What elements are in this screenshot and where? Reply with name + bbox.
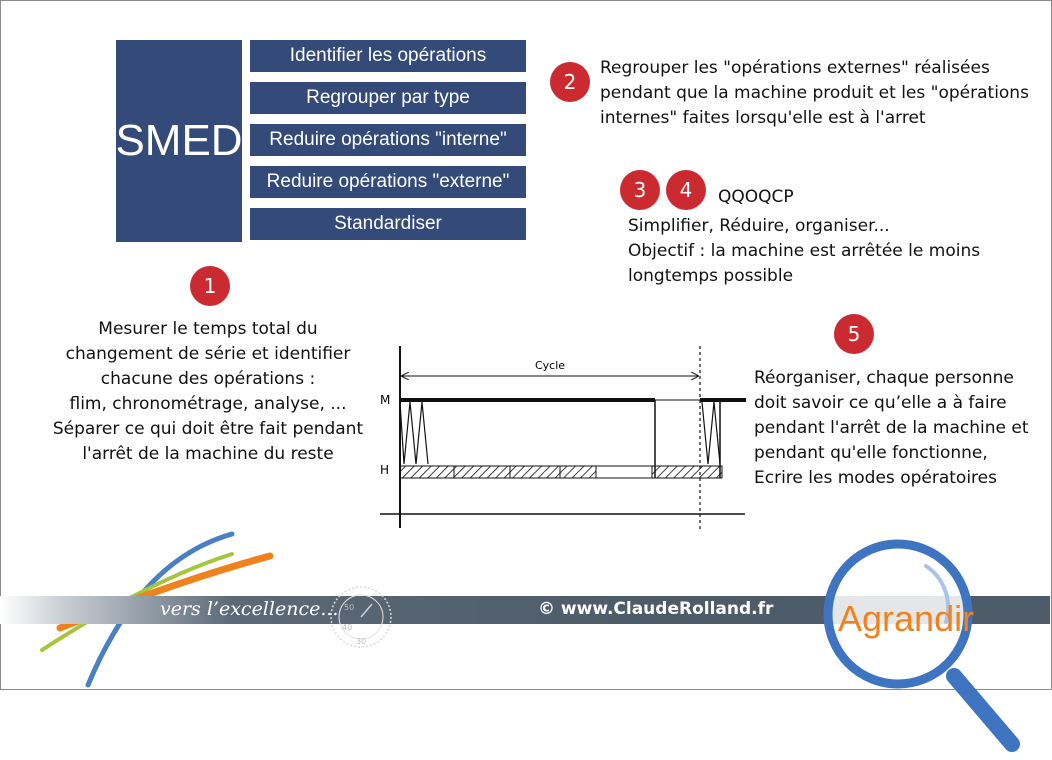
tagline: vers l’excellence... [160, 598, 339, 620]
cycle-diagram [370, 340, 760, 535]
step-34-line: Objectif : la machine est arrêtée le moins [628, 241, 981, 261]
step-1-badge: 1 [190, 266, 230, 306]
human-work-hatched [400, 466, 596, 478]
smed-step-identify: Identifier les opérations [250, 40, 526, 72]
step-5-line: pendant l'arrêt de la machine et [754, 418, 1029, 438]
human-work-hatched-next [652, 466, 722, 478]
step-1-line: Séparer ce qui doit être fait pendant [52, 419, 364, 439]
step-5-text [754, 366, 1044, 491]
smed-step-standardize: Standardiser [250, 208, 526, 240]
smed-title-box [116, 40, 242, 242]
machine-row-label: M [380, 393, 391, 407]
copyright-link[interactable]: © www.ClaudeRolland.fr [538, 599, 774, 619]
step-1-line: flim, chronométrage, analyse, ... [69, 394, 347, 414]
step-1-line: l'arrêt de la machine du reste [82, 444, 334, 464]
step-34-heading: QQOQCP [718, 187, 794, 207]
step-1-line: changement de série et identifier [65, 344, 351, 364]
step-34-line: Simplifier, Réduire, organiser... [628, 216, 890, 236]
step-5-line: Réorganiser, chaque personne [754, 368, 1014, 388]
step-5-line: Ecrire les modes opératoires [754, 468, 997, 488]
smed-step-group: Regrouper par type [250, 82, 526, 114]
smed-step-reduce-external: Reduire opérations "externe" [250, 166, 526, 198]
human-row-label: H [380, 463, 390, 477]
zoom-button[interactable]: Agrandir [838, 598, 975, 639]
step-5-badge: 5 [834, 314, 874, 354]
step-2-line: internes" faites lorsqu'elle est à l'arret [600, 108, 926, 128]
step-1-line: chacune des opérations : [100, 369, 316, 389]
step-5-line: doit savoir ce qu’elle a à faire [754, 393, 1007, 413]
magnifier-icon[interactable] [814, 530, 1034, 756]
step-2-badge: 2 [550, 62, 590, 102]
cycle-label: Cycle [534, 359, 566, 372]
step-3-badge: 3 [620, 170, 660, 210]
smed-step-reduce-internal: Reduire opérations "interne" [250, 124, 526, 156]
human-idle-segment [596, 466, 652, 478]
step-2-line: pendant que la machine produit et les "opérations [600, 83, 1029, 103]
step-4-badge: 4 [666, 170, 706, 210]
step-2-line: Regrouper les "opérations externes" réalisées [600, 58, 990, 78]
stopwatch-mark: 40 [342, 623, 353, 632]
step-5-line: pendant qu'elle fonctionne, [754, 443, 988, 463]
step-34-line: longtemps possible [628, 266, 794, 286]
transition-zigzag [400, 402, 428, 464]
stopwatch-mark: 50 [344, 603, 355, 612]
step-34-text [628, 214, 1028, 289]
step-1-line: Mesurer le temps total du [98, 319, 318, 339]
stopwatch-mark: 30 [356, 637, 367, 646]
step-2-text [600, 56, 1040, 131]
transition-zigzag-next [702, 402, 720, 464]
smed-title: SMED [115, 116, 243, 165]
step-1-text [38, 317, 378, 467]
